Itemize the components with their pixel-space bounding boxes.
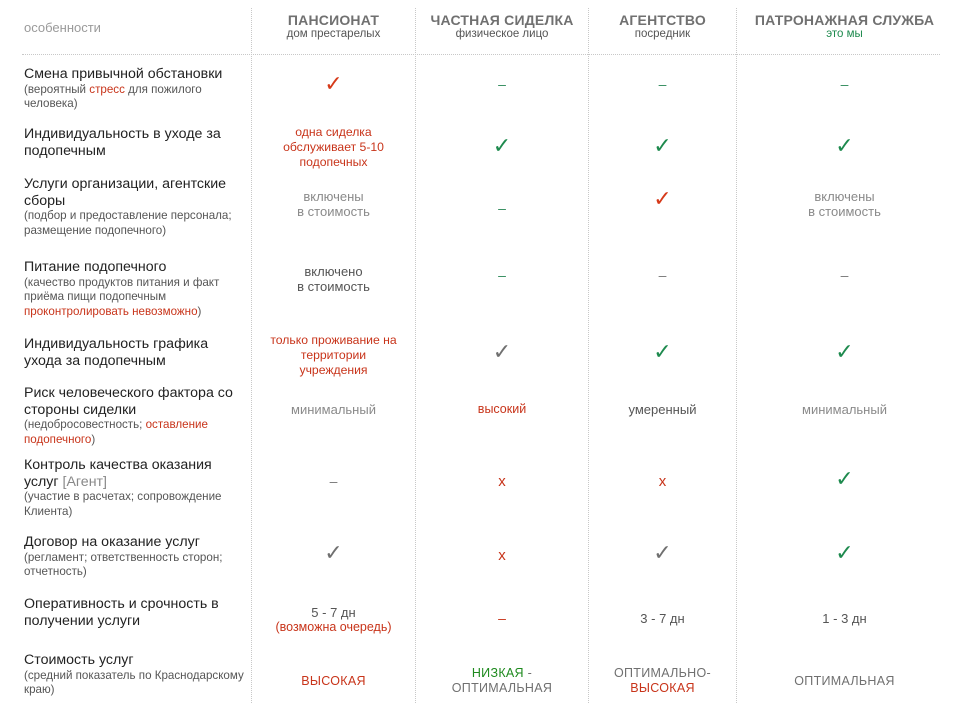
cost-sep: - [523, 666, 533, 680]
dash-icon: – [498, 200, 506, 216]
cell-text: одна сиделка обслуживает 5-10 подопечных [283, 124, 384, 169]
table-row [0, 534, 958, 584]
feature-title: Индивидуальность графика ухода за подопечным [24, 336, 209, 369]
note-text: ) [91, 432, 96, 446]
feature-note [24, 83, 246, 112]
table-row [0, 126, 958, 168]
row-label [24, 652, 246, 698]
dash-icon: – [498, 610, 506, 626]
feature-title: Индивидуальность в уходе за подопечным [24, 126, 221, 159]
table-cell [737, 188, 952, 220]
feature-note: (регламент; ответственность сторон; отчетность) [24, 550, 223, 578]
table-cell [589, 185, 736, 213]
table-cell [589, 665, 736, 697]
table-cell [737, 465, 952, 493]
checkmark-icon: ✓ [835, 466, 854, 491]
note-text: (качество продуктов питания и факт приёма пищи подопечным [24, 275, 220, 303]
checkmark-icon: ✓ [492, 339, 512, 364]
column-subtitle: посредник [634, 28, 691, 40]
column-header-private-nurse [416, 12, 588, 40]
cell-text: в стоимость [297, 279, 370, 294]
table-row [0, 457, 958, 519]
checkmark-icon: ✓ [835, 540, 854, 565]
table-cell [416, 261, 588, 289]
table-cell [416, 132, 588, 160]
dash-icon: – [329, 473, 338, 489]
cell-text: в стоимость [297, 204, 370, 219]
column-subtitle: дом престарелых [286, 28, 381, 40]
table-cell [252, 467, 415, 495]
note-highlight: стресс [89, 82, 125, 96]
column-header-boarding-house [252, 12, 415, 40]
table-cell [416, 399, 588, 419]
feature-note [24, 418, 246, 447]
table-cell [252, 188, 415, 220]
cell-text: минимальный [802, 401, 887, 417]
table-cell [589, 261, 736, 289]
cell-text: ОПТИМАЛЬНАЯ [794, 673, 895, 688]
dash-icon: – [658, 76, 667, 92]
table-cell [589, 70, 736, 98]
table-row [0, 259, 958, 321]
table-row [0, 176, 958, 250]
cell-text: только проживание на территории учреждения [270, 332, 397, 377]
row-label [24, 596, 246, 629]
column-title: ПАТРОНАЖНАЯ СЛУЖБА [754, 12, 935, 28]
cell-text [472, 666, 532, 681]
header-divider [22, 54, 940, 55]
feature-note: (участие в расчетах; сопровождение Клиента) [24, 490, 222, 518]
cell-text: умеренный [628, 401, 697, 417]
row-label [24, 385, 246, 447]
features-header: особенности [24, 20, 101, 35]
table-cell [416, 467, 588, 495]
cell-text: высокий [477, 402, 527, 416]
feature-title [24, 457, 246, 490]
row-label [24, 457, 246, 519]
cell-text: 3 - 7 дн [640, 610, 685, 626]
checkmark-icon: ✓ [835, 339, 854, 364]
dash-icon: – [840, 76, 849, 92]
table-row [0, 385, 958, 447]
note-text: (вероятный [24, 82, 90, 96]
table-cell [737, 338, 952, 366]
row-label [24, 66, 246, 112]
cell-text: в стоимость [808, 204, 881, 219]
checkmark-icon: ✓ [653, 186, 672, 211]
note-highlight: оставление подопечного [24, 418, 208, 446]
feature-title: Оперативность и срочность в получении услуги [24, 596, 219, 629]
table-cell [252, 602, 415, 636]
cross-icon: x [498, 546, 506, 564]
title-muted: [Агент] [62, 473, 107, 490]
checkmark-icon: ✓ [835, 133, 854, 158]
table-cell [589, 608, 736, 628]
row-label [24, 336, 246, 369]
column-header-patronage-service [737, 12, 952, 40]
note-text: ) [197, 304, 202, 318]
table-cell [737, 261, 952, 289]
dash-icon: – [498, 267, 506, 283]
dash-icon: – [840, 267, 849, 283]
table-cell [589, 132, 736, 160]
feature-title: Питание подопечного [24, 259, 167, 275]
table-cell [737, 70, 952, 98]
note-highlight: проконтролировать невозможно [24, 304, 198, 318]
row-label [24, 259, 246, 319]
feature-note: (подбор и предоставление персонала; размещение подопечного) [24, 209, 232, 237]
cell-text: включены [814, 189, 875, 204]
table-cell [416, 70, 588, 98]
row-label [24, 176, 246, 238]
feature-note: (средний показатель по Краснодарскому краю) [24, 668, 244, 696]
table-cell [252, 332, 415, 378]
table-cell [737, 399, 952, 419]
checkmark-icon: ✓ [653, 339, 672, 364]
note-text: для пожилого человека) [24, 82, 202, 110]
table-cell [416, 541, 588, 569]
table-row [0, 596, 958, 638]
table-cell [416, 194, 588, 222]
cell-text: 1 - 3 дн [822, 610, 867, 626]
table-cell [589, 399, 736, 419]
feature-title: Услуги организации, агентские сборы [24, 176, 227, 209]
checkmark-icon: ✓ [653, 133, 672, 158]
column-subtitle: это мы [826, 28, 863, 40]
cell-text: 5 - 7 дн [311, 604, 356, 620]
table-cell [737, 539, 952, 567]
cell-text: ВЫСОКАЯ [630, 681, 695, 695]
table-cell [589, 338, 736, 366]
cell-text: включено [304, 264, 363, 279]
feature-title: Риск человеческого фактора со стороны сиделки [24, 385, 233, 418]
table-cell [252, 399, 415, 419]
table-cell [737, 671, 952, 691]
table-cell [416, 665, 588, 697]
table-cell [589, 467, 736, 495]
feature-title: Смена привычной обстановки [24, 66, 223, 82]
dash-icon: – [658, 267, 667, 283]
cell-text: ВЫСОКАЯ [301, 673, 366, 688]
row-label [24, 534, 246, 580]
table-row [0, 652, 958, 702]
table-cell [252, 539, 415, 567]
table-cell [589, 539, 736, 567]
cell-text: (возможна очередь) [275, 619, 392, 634]
column-title: АГЕНТСТВО [619, 12, 706, 28]
table-row [0, 66, 958, 114]
column-title: ЧАСТНАЯ СИДЕЛКА [430, 12, 574, 28]
table-cell [252, 126, 415, 168]
title-text: Контроль качества оказания услуг [24, 457, 212, 490]
checkmark-icon: ✓ [324, 540, 343, 565]
cell-text: ОПТИМАЛЬНАЯ [451, 681, 553, 695]
column-title: ПАНСИОНАТ [287, 12, 380, 28]
cross-icon: x [498, 472, 506, 490]
cost-low: НИЗКАЯ [471, 666, 524, 680]
feature-note [24, 276, 246, 320]
feature-title: Договор на оказание услуг [24, 534, 200, 550]
cross-icon: x [658, 472, 667, 490]
table-cell [252, 263, 415, 295]
checkmark-icon: ✓ [324, 71, 343, 96]
table-row [0, 332, 958, 382]
cell-text: минимальный [291, 401, 376, 417]
table-cell [416, 604, 588, 632]
checkmark-icon: ✓ [653, 540, 672, 565]
note-text: (недобросовестность; [24, 418, 146, 431]
table-cell [252, 70, 415, 98]
column-subtitle: физическое лицо [455, 28, 549, 40]
row-label [24, 126, 246, 159]
table-cell [252, 671, 415, 691]
dash-icon: – [498, 76, 506, 92]
feature-title: Стоимость услуг [24, 652, 134, 668]
table-cell [416, 338, 588, 366]
cell-text: ОПТИМАЛЬНО- [614, 666, 711, 680]
cell-text: включены [303, 189, 364, 204]
table-cell [737, 132, 952, 160]
checkmark-icon: ✓ [492, 133, 512, 158]
table-cell [737, 608, 952, 628]
column-header-agency [589, 12, 736, 40]
